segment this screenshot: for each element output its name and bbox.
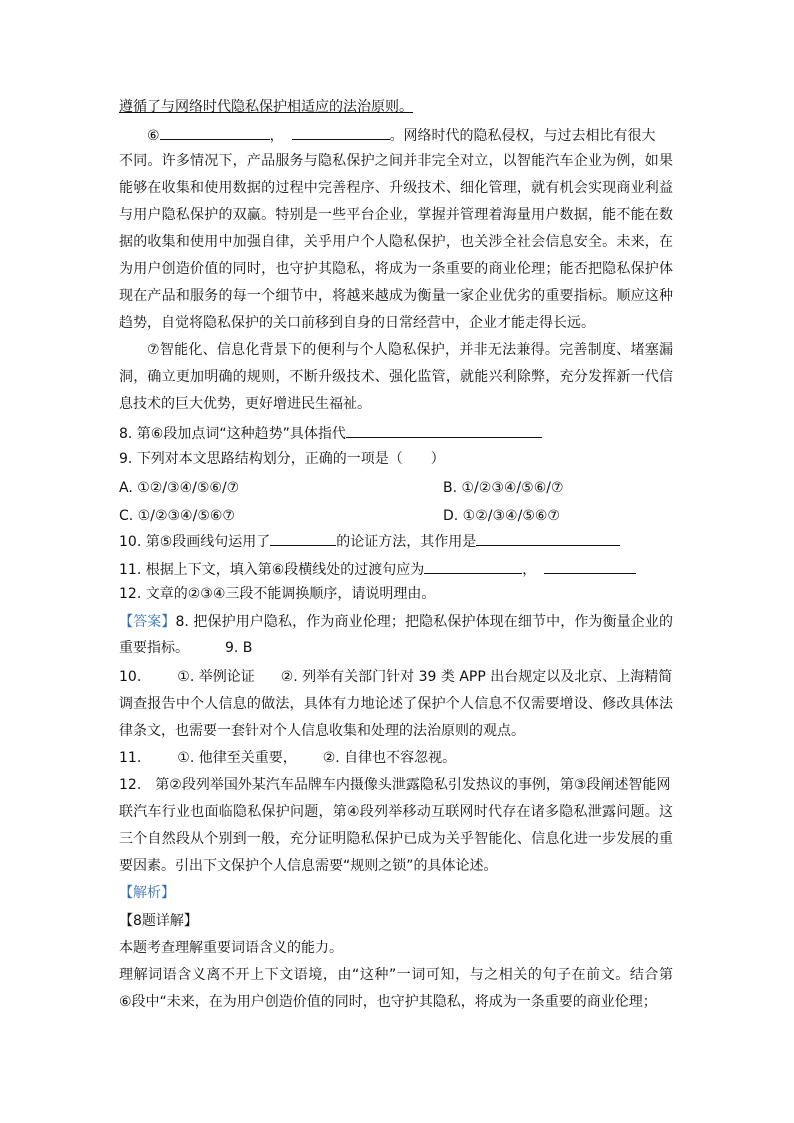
question-8 — [119, 423, 673, 443]
fill-blank-1[interactable] — [160, 125, 270, 140]
answer-10 — [119, 668, 673, 686]
option-b[interactable]: B. ①/②③④/⑤⑥/⑦ — [443, 480, 564, 496]
answer-9: 9. B — [225, 640, 253, 656]
paragraph-7-line: 息技术的巨大优势，更好增进民生福祉。 — [119, 396, 371, 412]
answer-text: ①. 他律至关重要， — [177, 750, 297, 766]
option-a[interactable]: A. ①②/③④/⑤⑥/⑦ — [119, 480, 240, 496]
analysis-label: 【解析】 — [119, 885, 175, 901]
answer-number: 10. — [119, 669, 142, 685]
option-c[interactable]: C. ①/②③④/⑤⑥⑦ — [119, 508, 235, 524]
answer-blank[interactable] — [424, 559, 522, 574]
answer-text: 第②段列举国外某汽车品牌车内摄像头泄露隐私引发热议的事例，第③段阐述智能网 — [155, 777, 671, 793]
paragraph-7-line: 洞，确立更加明确的规则，不断升级技术、强化监管，就能兴利除弊，充分发挥新一代信 — [119, 369, 673, 385]
answer-10-line: 调查报告中个人信息的做法，具体有力地论述了保护个人信息不仅需要增设、修改具体法 — [119, 696, 673, 712]
answer-text: ②. 列举有关部门针对 39 类 APP 出台规定以及北京、上海精简 — [280, 669, 673, 685]
answer-12-line: 联汽车行业也面临隐私保护问题，第④段列举移动互联网时代存在诸多隐私泄露问题。这 — [119, 804, 673, 820]
answer-12-line: 要因素。引出下文保护个人信息需要“规则之锁”的具体论述。 — [119, 858, 498, 874]
answer-blank[interactable] — [346, 423, 542, 438]
comma: ， — [522, 562, 537, 578]
question-11 — [119, 559, 673, 579]
answer-blank[interactable] — [476, 531, 620, 546]
answer-8 — [119, 613, 673, 631]
question-text: 8. 第⑥段加点词“这种趋势”具体指代 — [119, 426, 346, 442]
answer-number: 12. — [119, 777, 142, 793]
answer-12 — [119, 776, 673, 794]
answer-12-line: 三个自然段从个别到一般，充分证明隐私保护已成为关乎智能化、信息化进一步发展的重 — [119, 831, 673, 847]
fill-blank-2[interactable] — [292, 125, 390, 140]
analysis-q8-heading: 【8题详解】 — [119, 913, 198, 929]
question-text: 的论证方法，其作用是 — [336, 534, 477, 550]
paragraph-7-line: ⑦智能化、信息化背景下的便利与个人隐私保护，并非无法兼得。完善制度、堵塞漏 — [147, 342, 673, 358]
question-9: 9. 下列对本文思路结构划分，正确的一项是（ ） — [119, 451, 445, 467]
paragraph-6-line: 为用户创造价值的同时，也守护其隐私，将成为一条重要的商业伦理；能否把隐私保护体 — [119, 261, 673, 277]
paragraph-6-line: 据的收集和使用中加强自律，关乎用户个人隐私保护，也关涉全社会信息安全。未来，在 — [119, 234, 673, 250]
analysis-line: 本题考查理解重要词语含义的能力。 — [119, 940, 343, 956]
answer-number: 11. — [119, 750, 142, 766]
paragraph-6-line: 不同。许多情况下，产品服务与隐私保护之间并非完全对立，以智能汽车企业为例，如果 — [119, 153, 673, 169]
answer-text: 8. 把保护用户隐私，作为商业伦理；把隐私保护体现在细节中，作为衡量企业的 — [175, 614, 674, 630]
options-row-2 — [119, 507, 673, 525]
option-d[interactable]: D. ①②/③④/⑤⑥⑦ — [443, 508, 560, 524]
comma: ， — [269, 128, 284, 144]
analysis-line: ⑥段中“未来，在为用户创造价值的同时，也守护其隐私，将成为一条重要的商业伦理； — [119, 994, 657, 1010]
paragraph-6-line: 现在产品和服务的每一个细节中，将越来越成为衡量一家企业优劣的重要指标。顺应这种 — [119, 288, 673, 304]
paragraph-5-tail: 遵循了与网络时代隐私保护相适应的法治原则。 — [119, 99, 413, 115]
answer-10-line: 律条文，也需要一套针对个人信息收集和处理的法治原则的观点。 — [119, 723, 525, 739]
question-10 — [119, 531, 673, 551]
paragraph-6-first-line — [119, 125, 673, 145]
options-row-1 — [119, 479, 673, 497]
answer-text: ②. 自律也不容忽视。 — [322, 750, 457, 766]
answer-text: 重要指标。 — [119, 640, 189, 656]
question-text: 10. 第⑤段画线句运用了 — [119, 534, 271, 550]
text: 。网络时代的隐私侵权，与过去相比有很大 — [389, 128, 656, 144]
answer-label: 【答案】 — [119, 614, 176, 630]
question-12: 12. 文章的②③④三段不能调换顺序，请说明理由。 — [119, 586, 436, 602]
analysis-line: 理解词语含义离不开上下文语境，由“这种”一词可知，与之相关的句子在前文。结合第 — [119, 967, 673, 983]
paragraph-number: ⑥ — [147, 128, 160, 144]
answer-8-9 — [119, 639, 673, 657]
paragraph-6-line: 与用户隐私保护的双赢。特别是一些平台企业，掌握并管理着海量用户数据，能不能在数 — [119, 207, 673, 223]
paragraph-6-line: 趋势，自觉将隐私保护的关口前移到自身的日常经营中，企业才能走得长远。 — [119, 315, 595, 331]
answer-11 — [119, 749, 673, 767]
question-text: 11. 根据上下文，填入第⑥段横线处的过渡句应为 — [119, 562, 425, 578]
answer-blank[interactable] — [544, 559, 636, 574]
paragraph-6-line: 能够在收集和使用数据的过程中完善程序、升级技术、细化管理，就有机会实现商业利益 — [119, 180, 673, 196]
answer-text: ①. 举例论证 — [177, 669, 255, 685]
answer-blank[interactable] — [270, 531, 336, 546]
